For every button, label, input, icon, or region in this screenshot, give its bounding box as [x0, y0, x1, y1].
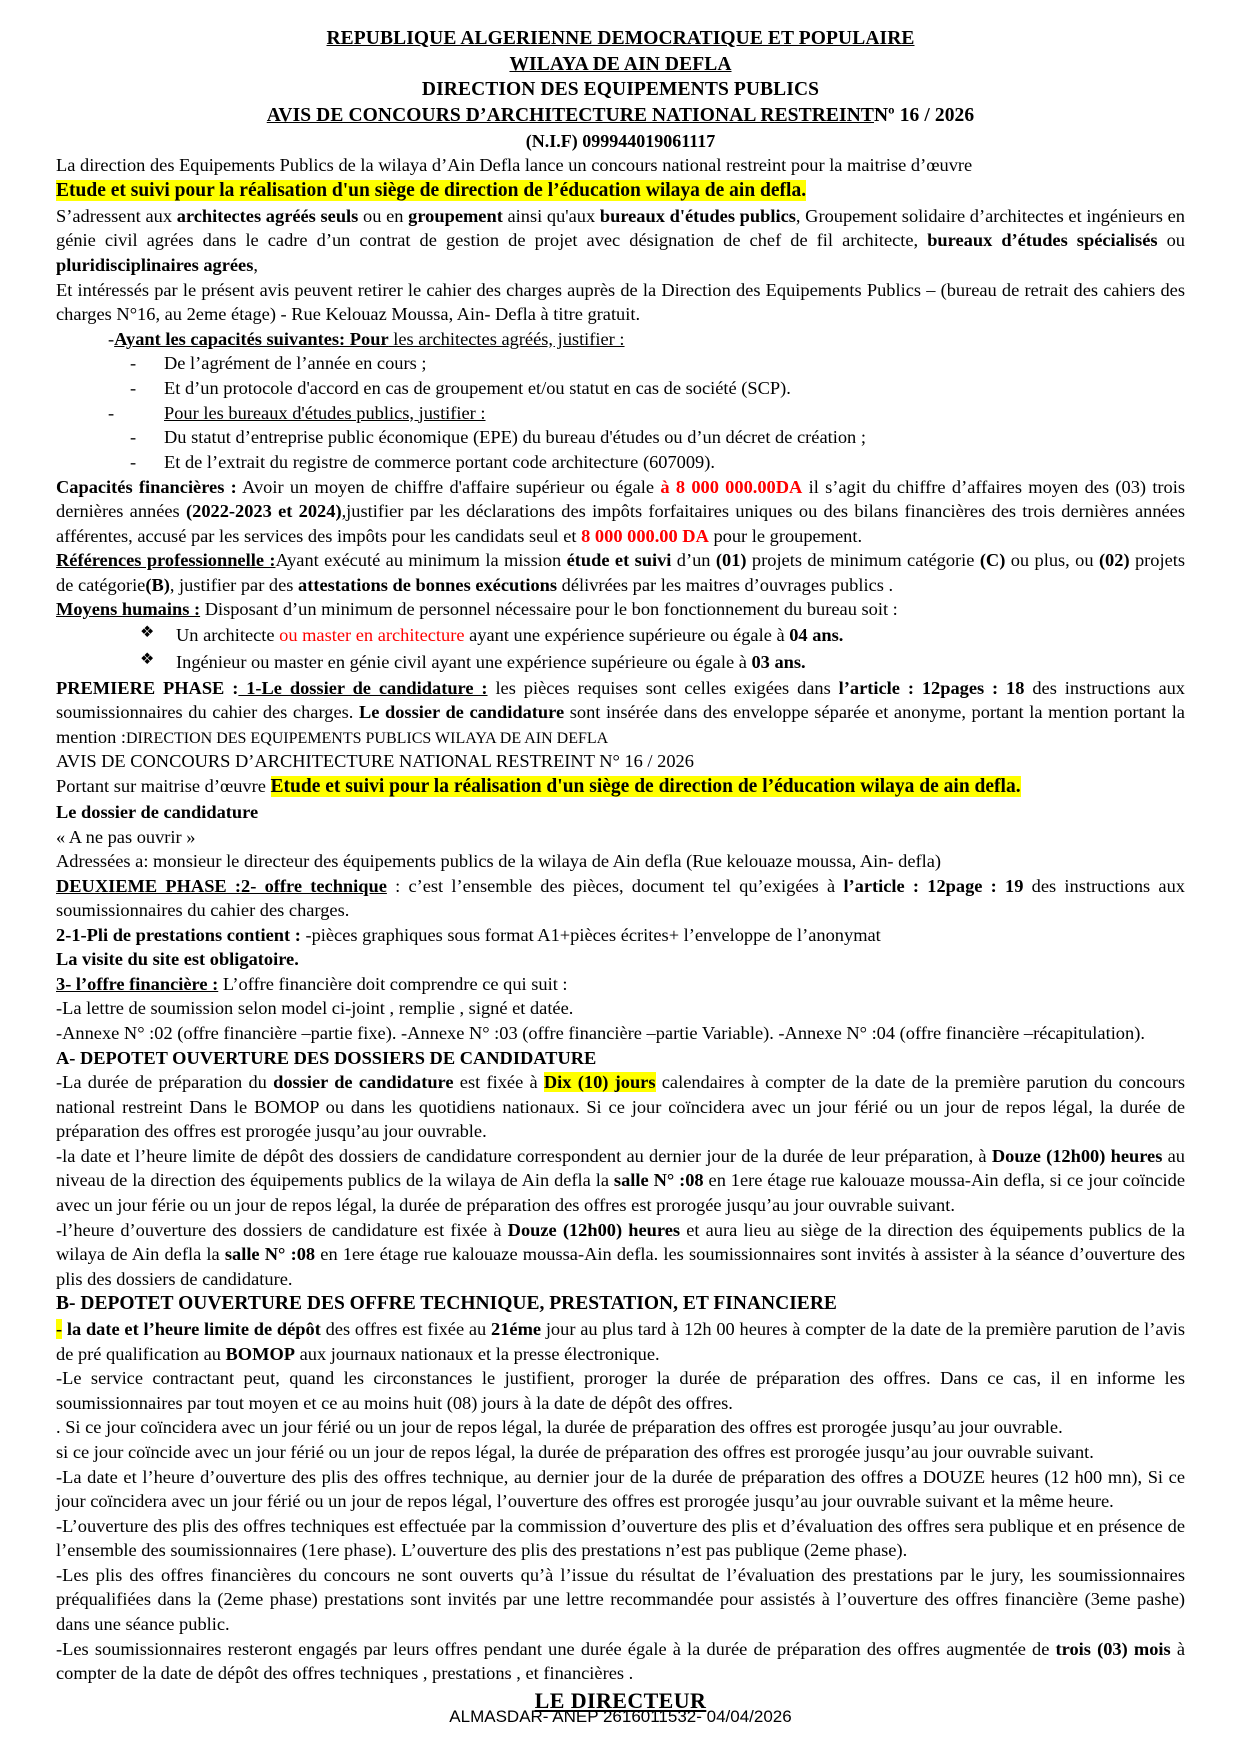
- pr-b5: (B): [145, 574, 170, 595]
- header-wilaya-text: WILAYA DE AIN DEFLA: [509, 53, 732, 75]
- pr-b3: (C): [979, 550, 1006, 571]
- sb8-t2: à compter de la date de dépôt des offres techniques , prestations , et financières .: [56, 1638, 1185, 1684]
- project-title-text: Etude et suivi pour la réalisation d'un siège de direction de l’éducation wilaya de ain defla.: [56, 179, 807, 201]
- professional-references-paragraph: [56, 548, 1185, 597]
- addressed-to-paragraph: [56, 204, 1185, 278]
- p1-t1: les pièces requises sont celles exigées dans: [487, 677, 839, 698]
- dash-marker: -: [130, 377, 137, 398]
- portant-prefix: Portant sur maitrise d’œuvre: [56, 775, 271, 796]
- pr-t4: ou plus, ou: [1005, 550, 1099, 571]
- architect-requirements-list: [56, 351, 1185, 474]
- section-b-paragraph-5: -La date et l’heure d’ouverture des plis des offres technique, au dernier jour de la durée de préparation des offres a DOUZE heures (12 h00 mn), Si ce jour coïncidera avec un jour férié ou un jour de repos légal, l’ouverture des offres est prorogée jusqu’au jour ouvrable suivant et la même heure.: [56, 1466, 1185, 1512]
- section-b-paragraph-1: [56, 1317, 1185, 1366]
- sa2-room: salle N° :08: [613, 1170, 704, 1191]
- addr-t2: ou en: [358, 205, 409, 226]
- sa2-time: Douze (12h00) heures: [991, 1145, 1163, 1166]
- deadline-days-highlight: Dix (10) jours: [543, 1072, 656, 1093]
- section-b-title: [56, 1291, 1185, 1317]
- sa3-t2: et aura lieu au siège de la direction des équipements publics de la wilaya de Ain defla la: [56, 1219, 1185, 1265]
- financial-offer-label: 3- l’offre financière :: [56, 973, 219, 994]
- phase-two-paragraph: [56, 874, 1185, 923]
- fc-t3: ,justifier par les déclarations des impôts forfaitaires uniques ou des bilans financières des trois dernières années afférentes, accusé par les services des impôts pour les candidats seul et: [56, 501, 1186, 546]
- dash-marker: -: [108, 402, 115, 423]
- section-a-paragraph-1: [56, 1070, 1185, 1144]
- phase-one-paragraph: [56, 676, 1185, 750]
- list-item-text: Et d’un protocole d'accord en cas de groupement et/ou statut en cas de société (SCP).: [164, 377, 791, 398]
- phase-one-label: PREMIERE PHASE :: [56, 677, 239, 698]
- sa1-t1: -La durée de préparation du: [56, 1072, 274, 1093]
- financial-offer-line2: -Annexe N° :02 (offre financière –partie fixe). -Annexe N° :03 (offre financière –partie Variable). -Annexe N° :04 (offre financière –récapitulation).: [56, 1023, 1145, 1044]
- footer-anep: ALMASDAR- ANEP 2616011532- 04/04/2026: [449, 1707, 792, 1726]
- p2-article: l’article : 12page : 19: [843, 875, 1024, 896]
- addr-t4: , Groupement solidaire d’architectes et ingénieurs en génie civil agrées dans le cadre d’un contrat de gestion de projet avec désignation de chef de fil architecte,: [56, 205, 1186, 251]
- sb1-t2: jour au plus tard à 12h 00 heures à compter de la date de la première parution de l’avis de pré qualification au: [56, 1319, 1185, 1364]
- list-item: [56, 450, 1185, 475]
- header-republic-text: REPUBLIQUE ALGERIENNE DEMOCRATIQUE ET POPULAIRE: [326, 28, 915, 49]
- phase-one-sublabel: 1-Le dossier de candidature :: [238, 677, 488, 698]
- section-b-paragraph-3: . Si ce jour coïncidera avec un jour férié ou un jour de repos légal, la durée de préparation des offres est prorogée jusqu’au jour ouvrable.: [56, 1417, 1063, 1438]
- project-title-line: [56, 178, 1185, 204]
- document-header: [56, 26, 1185, 129]
- fc-t4: pour le groupement.: [708, 525, 863, 546]
- pr-b2: (01): [715, 550, 747, 571]
- hr1-t1: Un architecte: [176, 624, 280, 645]
- section-a-paragraph-3: [56, 1218, 1185, 1292]
- phase-two-label: DEUXIEME PHASE :2- offre technique: [56, 875, 387, 896]
- list-item: [56, 376, 1185, 401]
- phase-one-ne-pas-ouvrir: « A ne pas ouvrir »: [56, 826, 196, 847]
- fc-t1: Avoir un moyen de chiffre d'affaire supérieur ou égale: [236, 476, 661, 497]
- financial-offer-paragraph: [56, 972, 1185, 997]
- addr-b3: bureaux d'études publics: [599, 205, 796, 226]
- addr-t5: ou: [1157, 230, 1185, 251]
- sb1-t1: des offres est fixée au: [320, 1319, 492, 1340]
- section-a-paragraph-2: [56, 1144, 1185, 1218]
- list-item-text: Et de l’extrait du registre de commerce portant code architecture (607009).: [164, 451, 715, 472]
- list-item: [56, 622, 1185, 649]
- section-b-paragraph-2: -Le service contractant peut, quand les circonstances le justifient, proroger la durée de préparation des offres. Dans ce cas, il en informe les soumissionnaires par tout moyen et ce au moins huit (08) jours à la date de dépôt des offres.: [56, 1368, 1185, 1413]
- header-notice-text: AVIS DE CONCOURS D’ARCHITECTURE NATIONAL RESTREINT: [266, 105, 874, 127]
- human-resources-paragraph: [56, 597, 1185, 622]
- p1-t2: des instructions aux soumissionnaires du cahier des charges.: [56, 677, 1185, 723]
- financial-years: (2022-2023 et 2024): [186, 501, 342, 522]
- section-a-title: A- DEPOTET OUVERTURE DES DOSSIERS DE CANDIDATURE: [56, 1047, 597, 1068]
- financial-offer-line1: -La lettre de soumission selon model ci-joint , remplie , signé et datée.: [56, 998, 574, 1019]
- sa2-t2: au niveau de la direction des équipements publics de la wilaya de Ain defla la: [56, 1145, 1185, 1191]
- list-item: [56, 649, 1185, 676]
- pr-b1: étude et suivi: [566, 550, 672, 571]
- sb-dash-highlight: -: [56, 1319, 63, 1340]
- p1-t3: sont insérée dans des enveloppe séparée et anonyme, portant la mention portant la mention :: [56, 702, 1185, 747]
- dash-marker: -: [130, 353, 137, 374]
- p1-dossier: Le dossier de candidature: [358, 702, 565, 723]
- intro-lead: La direction des Equipements Publics de la wilaya d’Ain Defla lance un concours national restreint pour la maitrise d’œuvre: [56, 155, 973, 176]
- pr-t1: Ayant exécuté au minimum la mission: [275, 550, 567, 571]
- hr1-bold: 04 ans.: [789, 624, 844, 645]
- pr-b6: attestations de bonnes exécutions: [298, 574, 558, 595]
- p2-t2: des instructions aux soumissionnaires du cahier des charges.: [56, 875, 1185, 921]
- addr-t1: S’adressent aux: [56, 205, 177, 226]
- p1-mention: DIRECTION DES EQUIPEMENTS PUBLICS WILAYA DE AIN DEFLA: [125, 729, 609, 747]
- phase-one-portant-line: [56, 774, 1185, 800]
- sb8-duration: trois (03) mois: [1055, 1638, 1171, 1659]
- pli-prestations-paragraph: [56, 923, 1185, 948]
- capacities-heading-bold: Ayant les capacités suivantes: Pour: [114, 328, 389, 349]
- human-resources-label: Moyens humains :: [56, 599, 201, 620]
- sb1-day: 21éme: [491, 1319, 542, 1340]
- financial-capacity-paragraph: [56, 475, 1185, 549]
- pr-t2: d’un: [671, 550, 716, 571]
- human-resources-list: [56, 622, 1185, 676]
- addr-t6: ,: [253, 254, 258, 275]
- professional-references-label: Références professionnelle :: [56, 550, 276, 571]
- financial-amount-1: à 8 000 000.00DA: [660, 476, 803, 497]
- sa1-b1: dossier de candidature: [273, 1072, 454, 1093]
- header-notice-number: Nº 16 / 2026: [874, 105, 975, 127]
- hr-intro: Disposant d’un minimum de personnel nécessaire pour le bon fonctionnement du bureau soit :: [200, 599, 898, 620]
- section-b-paragraph-6: -L’ouverture des plis des offres techniques est effectuée par la commission d’ouverture des plis et d’évaluation des offres sera publique et en présence de l’ensemble des soumissionnaires (1ere phase). L’ouverture des plis des prestations n’est pas publique (2eme phase).: [56, 1515, 1185, 1561]
- dash-marker: -: [130, 451, 137, 472]
- p1-article: l’article : 12pages : 18: [838, 677, 1025, 698]
- header-wilaya-line: [56, 52, 1185, 78]
- header-notice-line: [56, 103, 1185, 129]
- p2-t1: : c’est l’ensemble des pièces, document tel qu’exigées à: [386, 875, 844, 896]
- phase-one-dossier-label: [56, 800, 1185, 825]
- sa3-room: salle N° :08: [224, 1244, 316, 1265]
- list-item-public-offices-heading: [56, 401, 1185, 426]
- capacities-heading-rest: les architectes agréés, justifier :: [388, 328, 625, 349]
- sa1-t2: est fixée à: [453, 1072, 544, 1093]
- diamond-bullet-icon: ❖: [140, 623, 155, 641]
- hr1-red: ou master en architecture: [279, 624, 465, 645]
- diamond-bullet-icon: ❖: [140, 650, 155, 668]
- fc-t2: il s’agit du chiffre d’affaires moyen des (03) trois dernières années: [56, 476, 1186, 522]
- list-item: [56, 425, 1185, 450]
- list-item-text: Du statut d’entreprise public économique (EPE) du bureau d'études ou d’un décret de création ;: [164, 427, 866, 448]
- header-direction-line: DIRECTION DES EQUIPEMENTS PUBLICS: [421, 79, 820, 101]
- pr-t7: délivrées par les maitres d’ouvrages publics .: [557, 574, 894, 595]
- section-b-paragraph-4: si ce jour coïncide avec un jour férié ou un jour de repos légal, la durée de préparation des offres est prorogée jusqu’au jour ouvrable suivant.: [56, 1442, 1094, 1463]
- financial-capacity-label: Capacités financières :: [56, 476, 237, 497]
- sa3-t1: -l’heure d’ouverture des dossiers de candidature est fixée à: [56, 1219, 508, 1240]
- sa3-t3: en 1ere étage rue kalouaze moussa-Ain defla. les soumissionnaires sont invités à assister à la séance d’ouverture des plis des dossiers de candidature.: [56, 1244, 1185, 1289]
- header-nif: (N.I.F) 099944019061117: [525, 130, 716, 151]
- pr-t3: projets de minimum catégorie: [746, 550, 980, 571]
- hr2-t1: Ingénieur ou master en génie civil ayant une expérience supérieure ou égale à: [176, 651, 752, 672]
- signature-text: LE DIRECTEUR: [534, 1687, 707, 1713]
- financial-amount-2: 8 000 000.00 DA: [581, 525, 709, 546]
- addr-t3: ainsi qu'aux: [502, 205, 600, 226]
- dossier-candidature-label: Le dossier de candidature: [56, 801, 259, 822]
- phase-one-notice-line: AVIS DE CONCOURS D’ARCHITECTURE NATIONAL RESTREINT N° 16 / 2026: [56, 751, 694, 772]
- dash-marker: -: [130, 427, 137, 448]
- addr-b1: architectes agréés seuls: [176, 205, 359, 226]
- addr-b2: groupement: [408, 205, 503, 226]
- sa2-t3: en 1ere étage rue kalouaze moussa-Ain defla, si ce jour coïncide avec un jour férie ou un jour de repos légal, la durée de préparation des offres est prorogée jusqu’au jour ouvrable suivant.: [56, 1170, 1185, 1215]
- pr-b4: (02): [1098, 550, 1130, 571]
- site-visit-paragraph: [56, 947, 1185, 972]
- pli-label: 2-1-Pli de prestations contient :: [56, 924, 301, 945]
- portant-project-title: Etude et suivi pour la réalisation d'un siège de direction de l’éducation wilaya de ain defla.: [270, 775, 1021, 797]
- sa1-t3: calendaires à compter de la date de la première parution du concours national restreint Dans le BOMOP ou dans les quotidiens nationaux. Si ce jour coïncidera avec un jour férié ou un jour de repos légal, la durée de préparation des offres est prorogée jusqu’au jour ouvrable.: [56, 1072, 1185, 1142]
- capacities-dash: -: [108, 328, 115, 349]
- sa3-time: Douze (12h00) heures: [507, 1219, 681, 1240]
- section-b-paragraph-7: -Les plis des offres financières du concours ne sont ouverts qu’à l’issue du résultat de l’évaluation des prestations par le jury, les soumissionnaires préqualifiées dans la (2eme phase) prestations sont invités par une lettre recommandée pour assistés à l’ouverture des offres financière (3eme pashe) dans une séance public.: [56, 1564, 1185, 1634]
- withdrawal-paragraph: Et intéressés par le présent avis peuvent retirer le cahier des charges auprès de la Direction des Equipements Publics – (bureau de retrait des cahiers des charges N°16, au 2eme étage) - Rue Kelouaz Moussa, Ain- Defla à titre gratuit.: [56, 279, 1185, 325]
- site-visit-text: La visite du site est obligatoire.: [56, 949, 299, 970]
- sb8-t1: -Les soumissionnaires resteront engagés par leurs offres pendant une durée égale à la durée de préparation des offres augmentée de: [56, 1638, 1056, 1659]
- pr-t6: , justifier par des: [169, 574, 299, 595]
- sb1-bomop: BOMOP: [225, 1343, 295, 1364]
- list-item-text: Pour les bureaux d'études publics, justifier :: [164, 402, 486, 423]
- addr-b4: bureaux d’études spécialisés: [927, 230, 1158, 251]
- pr-t5: projets de catégorie: [56, 550, 1186, 595]
- section-b-title-text: B- DEPOTET OUVERTURE DES OFFRE TECHNIQUE, PRESTATION, ET FINANCIERE: [56, 1293, 837, 1315]
- fo-t1: L’offre financière doit comprendre ce qui suit :: [218, 973, 568, 994]
- pli-text: -pièces graphiques sous format A1+pièces écrites+ l’enveloppe de l’anonymat: [300, 924, 881, 945]
- phase-one-addressed-to: Adressées a: monsieur le directeur des équipements publics de la wilaya de Ain defla (Rue kelouaze moussa, Ain- defla): [56, 851, 942, 872]
- sb1-t3: aux journaux nationaux et la presse électronique.: [295, 1343, 660, 1364]
- list-item: [56, 351, 1185, 376]
- section-b-paragraph-8: [56, 1637, 1185, 1686]
- hr1-t2: ayant une expérience supérieure ou égale à: [464, 624, 790, 645]
- sb1-b1: la date et l’heure limite de dépôt: [62, 1319, 321, 1340]
- addr-b5: pluridisciplinaires agrées: [56, 254, 254, 275]
- sa2-t1: -la date et l’heure limite de dépôt des dossiers de candidature correspondent au dernier jour de la durée de leur préparation, à: [56, 1145, 992, 1166]
- capacities-heading: [56, 327, 1185, 352]
- header-republic-line: [56, 26, 1185, 52]
- list-item-text: De l’agrément de l’année en cours ;: [164, 353, 427, 374]
- hr2-bold: 03 ans.: [751, 651, 806, 672]
